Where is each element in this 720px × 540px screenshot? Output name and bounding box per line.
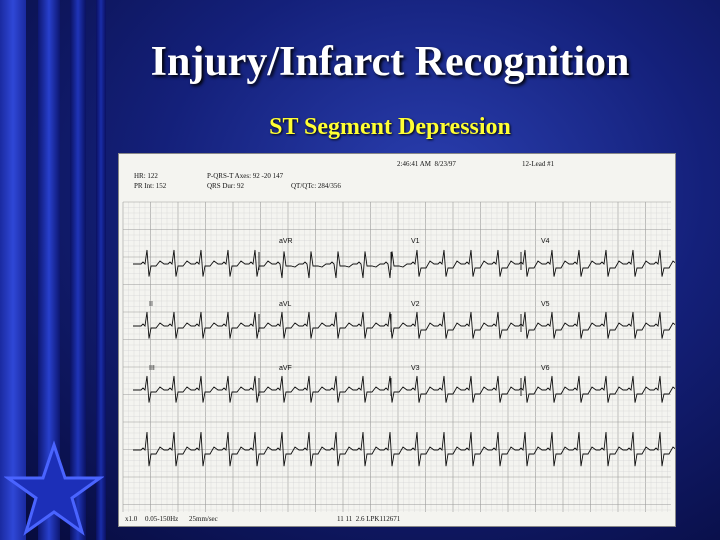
lead-label-V5: V5 [541,301,550,308]
lead-label-II: II [149,301,153,308]
ecg-pr-interval: PR Int: 152 [134,182,167,190]
lead-label-III: III [149,365,155,372]
lead-label-aVR: aVR [279,238,293,245]
ecg-trace [133,376,675,403]
lead-label-V4: V4 [541,238,550,245]
ecg-trace [133,250,675,278]
ecg-trace [133,432,675,466]
ecg-qrs-duration: QRS Dur: 92 [207,182,244,190]
ecg-axes: P-QRS-T Axes: 92 -20 147 [207,172,284,180]
ecg-strip [118,153,676,527]
lead-label-aVL: aVL [279,301,292,308]
ecg-datetime: 2:46:41 AM 8/23/97 [397,160,456,168]
lead-label-aVF: aVF [279,365,292,372]
ecg-trace [133,312,675,339]
slide-subtitle: ST Segment Depression [269,114,511,140]
lead-label-V6: V6 [541,365,550,372]
slide-title: Injury/Infarct Recognition [150,39,630,85]
ecg-filter: 0.05-150Hz [145,515,179,523]
ecg-hr: HR: 122 [134,172,158,180]
ecg-speed: 25mm/sec [189,515,218,523]
ecg-grid-and-traces [119,154,675,526]
star-logo-icon [4,440,104,540]
lead-label-V2: V2 [411,301,420,308]
ecg-gain: x1.0 [125,515,138,523]
ecg-lead-set: 12-Lead #1 [522,160,555,168]
lead-label-V1: V1 [411,238,420,245]
lead-label-V3: V3 [411,365,420,372]
ecg-device-id: 11 11 2.6 LPK112671 [337,515,401,523]
ecg-qt-qtc: QT/QTc: 284/356 [291,182,341,190]
